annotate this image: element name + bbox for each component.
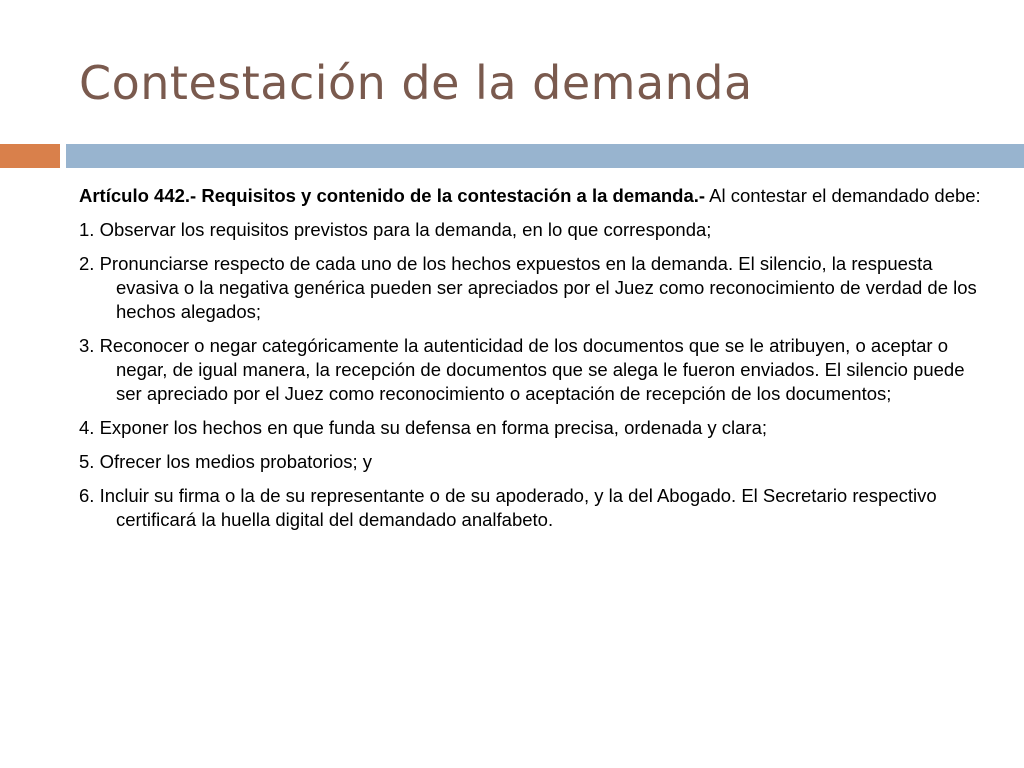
article-intro: Al contestar el demandado debe: [705,185,981,206]
slide-body [79,184,984,542]
accent-bar-blue [66,144,1024,168]
requirement-item-5: 5. Ofrecer los medios probatorios; y [79,451,373,472]
article-paragraph [79,184,984,208]
requirement-item-3: 3. Reconocer o negar categóricamente la autenticidad de los documentos que se le atribuyen, o aceptar o negar, de igual manera, la recepción de documentos que se alega le fueron enviados. El silencio puede ser apreciado por el Juez como reconocimiento o aceptación de recepción de los documentos; [79,335,965,404]
accent-bar-orange [0,144,60,168]
requirement-item-2: 2. Pronunciarse respecto de cada uno de los hechos expuestos en la demanda. El silencio, la respuesta evasiva o la negativa genérica pueden ser apreciados por el Juez como reconocimiento de verdad de los hechos alegados; [79,253,977,322]
requirement-item-4: 4. Exponer los hechos en que funda su defensa en forma precisa, ordenada y clara; [79,417,768,438]
slide-title: Contestación de la demanda [79,56,753,110]
requirement-item-1: 1. Observar los requisitos previstos para la demanda, en lo que corresponda; [79,219,712,240]
requirement-item-6: 6. Incluir su firma o la de su representante o de su apoderado, y la del Abogado. El Secretario respectivo certificará la huella digital del demandado analfabeto. [79,485,937,530]
article-heading: Artículo 442.- Requisitos y contenido de la contestación a la demanda.- [79,185,706,206]
